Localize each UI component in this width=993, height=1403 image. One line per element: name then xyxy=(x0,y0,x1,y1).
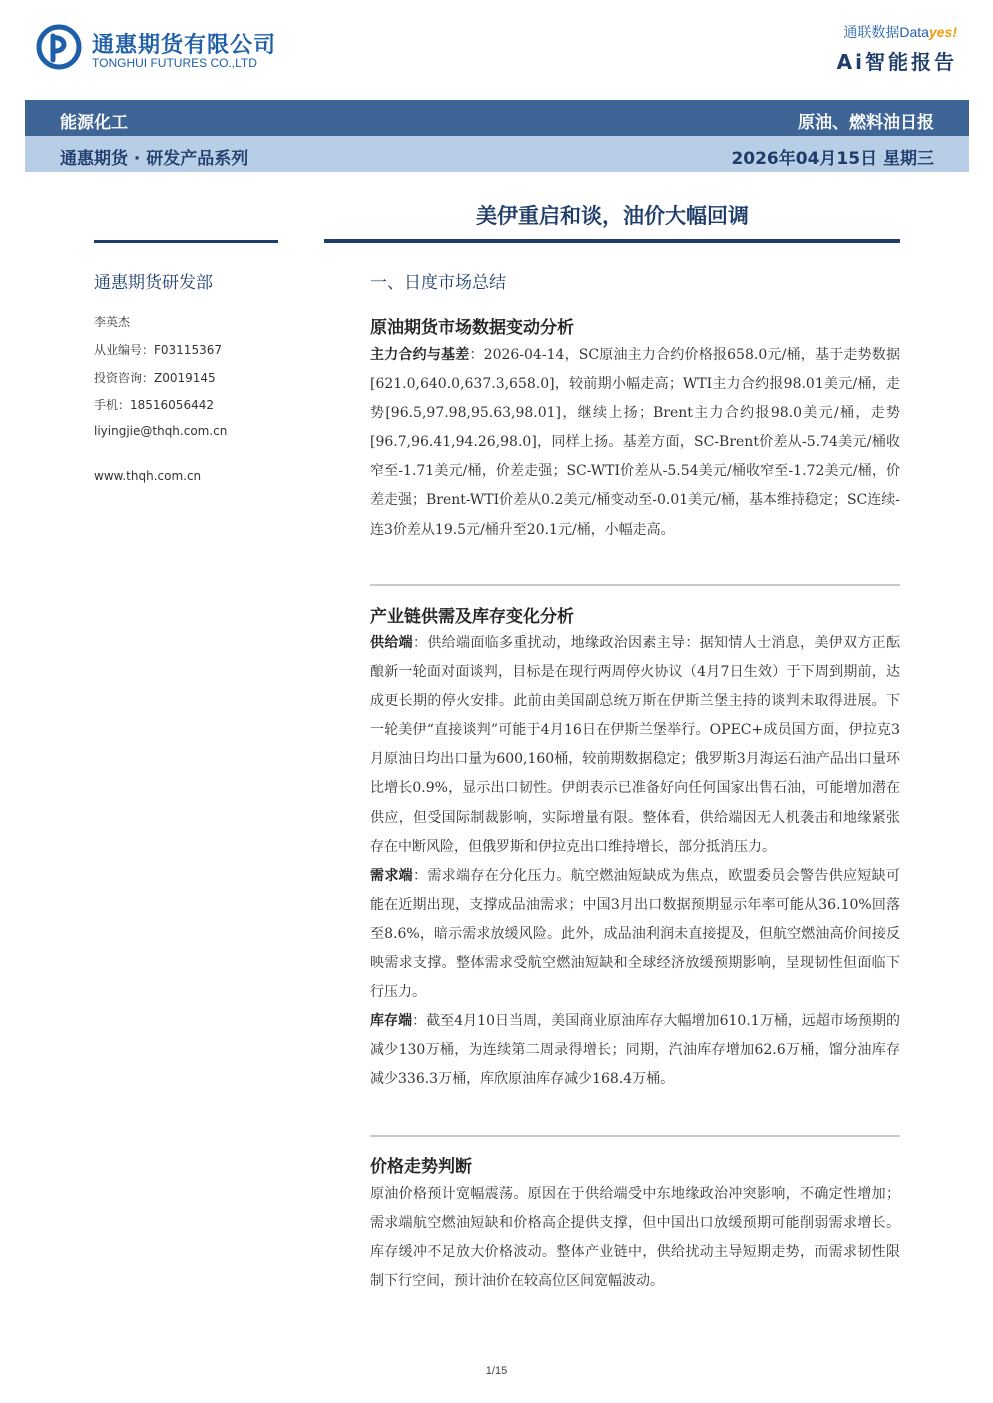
sidebar-email[interactable]: liyingjie@thqh.com.cn xyxy=(94,424,228,438)
header-bar-primary xyxy=(25,100,969,136)
supply-text: ：供给端面临多重扰动，地缘政治因素主导：据知情人士消息，美伊双方正酝酿新一轮面对面谈判，目标是在现行两周停火协议（4月7日生效）于下周到期前，达成更长期的停火安排。此前由美国副总统万斯在伊斯兰堡主持的谈判未取得进展。下一轮美伊“直接谈判”可能于4月16日在伊斯兰堡举行。OPEC+成员国方面，伊拉克3月原油日均出口量为600,160桶，较前期数据稳定；俄罗斯3月海运石油产品出口量环比增长0.9%，显示出口韧性。伊朗表示已准备好向任何国家出售石油，可能增加潜在供应，但受国际制裁影响，实际增量有限。整体看，供给端因无人机袭击和地缘紧张存在中断风险，但俄罗斯和伊拉克出口维持增长，部分抵消压力。 xyxy=(370,635,900,855)
datayes-suffix: yes! xyxy=(928,24,957,40)
demand-label: 需求端 xyxy=(370,867,413,884)
supply-label: 供给端 xyxy=(370,635,413,651)
ai-report-logo: Ai智能报告 xyxy=(836,50,957,74)
company-name-cn: 通惠期货有限公司 xyxy=(92,33,277,58)
s1-body xyxy=(370,341,900,545)
sidebar-license: 从业编号：F03115367 xyxy=(94,343,222,357)
section-heading: 一、日度市场总结 xyxy=(370,273,506,293)
s3-text: 原油价格预计宽幅震荡。原因在于供给端受中东地缘政治冲突影响，不确定性增加；需求端航空燃油短缺和价格高企提供支撑，但中国出口放缓预期可能削弱需求增长。库存缓冲不足放大价格波动。整体产业链中，供给扰动主导短期走势，而需求韧性限制下行空间，预计油价在较高位区间宽幅波动。 xyxy=(370,1186,900,1290)
sidebar-advisory: 投资咨询：Z0019145 xyxy=(94,371,216,385)
inventory-label: 库存端 xyxy=(370,1013,413,1030)
section-divider xyxy=(370,584,900,586)
s1-heading: 原油期货市场数据变动分析 xyxy=(370,318,574,338)
title-rule xyxy=(324,239,900,243)
s1-text: ：2026-04-14，SC原油主力合约价格报658.0元/桶，基于走势数据[621.0,640.0,637.3,658.0]，较前期小幅走高；WTI主力合约报98.01美元/桶，走势[96.5,97.98,95.63,98.01]，继续上扬；Brent主力合约报98.0美元/桶，走势[96.7,96.41,94.26,98.0]，同样上扬。基差方面，SC-Brent价差从-5.74美元/桶收窄至-1.71美元/桶，价差走强；SC-WTI价差从-5.54美元/桶收窄至-1.72美元/桶，价差走强；Brent-WTI价差从0.2美元/桶变动至-0.01美元/桶，基本维持稳定；SC连续-连3价差从19.5元/桶升至20.1元/桶，小幅走高。 xyxy=(370,347,901,538)
company-name-en: TONGHUI FUTURES CO.,LTD xyxy=(92,56,257,70)
sidebar-analyst: 李英杰 xyxy=(94,315,131,329)
series-label: 通惠期货 · 研发产品系列 xyxy=(60,149,249,169)
sidebar-rule xyxy=(94,240,278,243)
s2-heading: 产业链供需及库存变化分析 xyxy=(370,607,574,627)
company-logo-icon xyxy=(36,24,82,70)
s3-heading: 价格走势判断 xyxy=(370,1157,472,1177)
header-bar-secondary xyxy=(25,136,969,172)
report-type-label: 原油、燃料油日报 xyxy=(798,113,934,133)
sidebar-department: 通惠期货研发部 xyxy=(94,273,213,293)
s1-label: 主力合约与基差 xyxy=(370,347,470,363)
sidebar-phone: 手机：18516056442 xyxy=(94,398,214,412)
report-date: 2026年04月15日 星期三 xyxy=(731,149,934,169)
datayes-logo xyxy=(843,22,957,42)
inventory-text: ：截至4月10日当周，美国商业原油库存大幅增加610.1万桶，远超市场预期的减少130万桶，为连续第二周录得增长；同期，汽油库存增加62.6万桶，馏分油库存减少336.3万桶，库欣原油库存减少168.4万桶。 xyxy=(370,1013,900,1088)
page-number: 1/15 xyxy=(485,1365,508,1377)
sector-label: 能源化工 xyxy=(60,113,128,133)
datayes-brand: Data xyxy=(899,24,929,40)
demand-text: ：需求端存在分化压力。航空燃油短缺成为焦点，欧盟委员会警告供应短缺可能在近期出现，支撑成品油需求；中国3月出口数据预期显示年率可能从36.10%回落至8.6%，暗示需求放缓风险。此外，成品油利润未直接提及，但航空燃油高价间接反映需求支撑。整体需求受航空燃油短缺和全球经济放缓预期影响，呈现韧性但面临下行压力。 xyxy=(370,867,900,1001)
sidebar-website[interactable]: www.thqh.com.cn xyxy=(94,469,202,483)
section-divider xyxy=(370,1135,900,1137)
datayes-prefix: 通联数据 xyxy=(843,24,900,40)
s3-body xyxy=(370,1180,900,1296)
page-title: 美伊重启和谈，油价大幅回调 xyxy=(476,204,749,228)
s2-body xyxy=(370,629,900,1095)
